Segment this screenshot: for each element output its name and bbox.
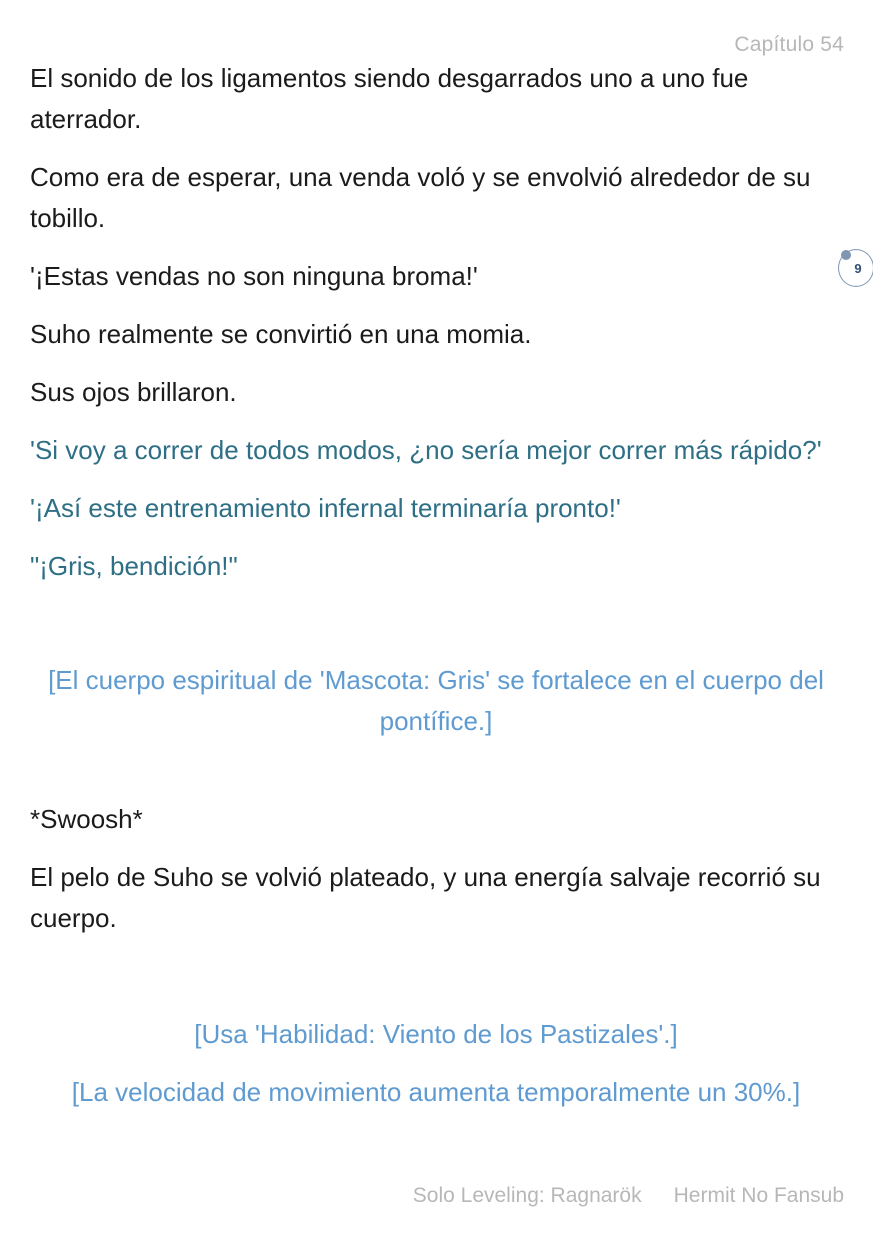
translator-credit: Hermit No Fansub [673,1184,844,1207]
paragraph-spacer [30,604,842,660]
paragraph: Suho realmente se convirtió en una momia. [30,319,532,349]
paragraph: Sus ojos brillaron. [30,377,237,407]
comment-count: 9 [854,260,862,276]
chapter-label: Capítulo 54 [734,33,844,56]
thought-paragraph: 'Si voy a correr de todos modos, ¿no sería mejor correr más rápido?' [30,435,822,465]
thought-paragraph: "¡Gris, bendición!" [30,551,238,581]
paragraph: '¡Estas vendas no son ninguna broma!' [30,261,478,291]
paragraph: Como era de esperar, una venda voló y se envolvió alrededor de su tobillo. [30,162,811,233]
paragraph: El pelo de Suho se volvió plateado, y una energía salvaje recorrió su cuerpo. [30,862,821,933]
thought-paragraph: '¡Así este entrenamiento infernal terminaría pronto!' [30,493,621,523]
system-message: [El cuerpo espiritual de 'Mascota: Gris' se fortalece en el cuerpo del pontífice.] [48,665,824,736]
chapter-text [30,58,842,1130]
paragraph-spacer [30,759,842,799]
paragraph: *Swoosh* [30,804,143,834]
paragraph: El sonido de los ligamentos siendo desgarrados uno a uno fue aterrador. [30,63,749,134]
novel-title: Solo Leveling: Ragnarök [412,1184,642,1207]
comment-indicator-dot-icon [841,250,851,260]
system-message: [Usa 'Habilidad: Viento de los Pastizales'.] [194,1019,678,1049]
paragraph-spacer [30,956,842,1014]
page-footer [413,1184,844,1208]
system-message: [La velocidad de movimiento aumenta temporalmente un 30%.] [71,1077,801,1107]
